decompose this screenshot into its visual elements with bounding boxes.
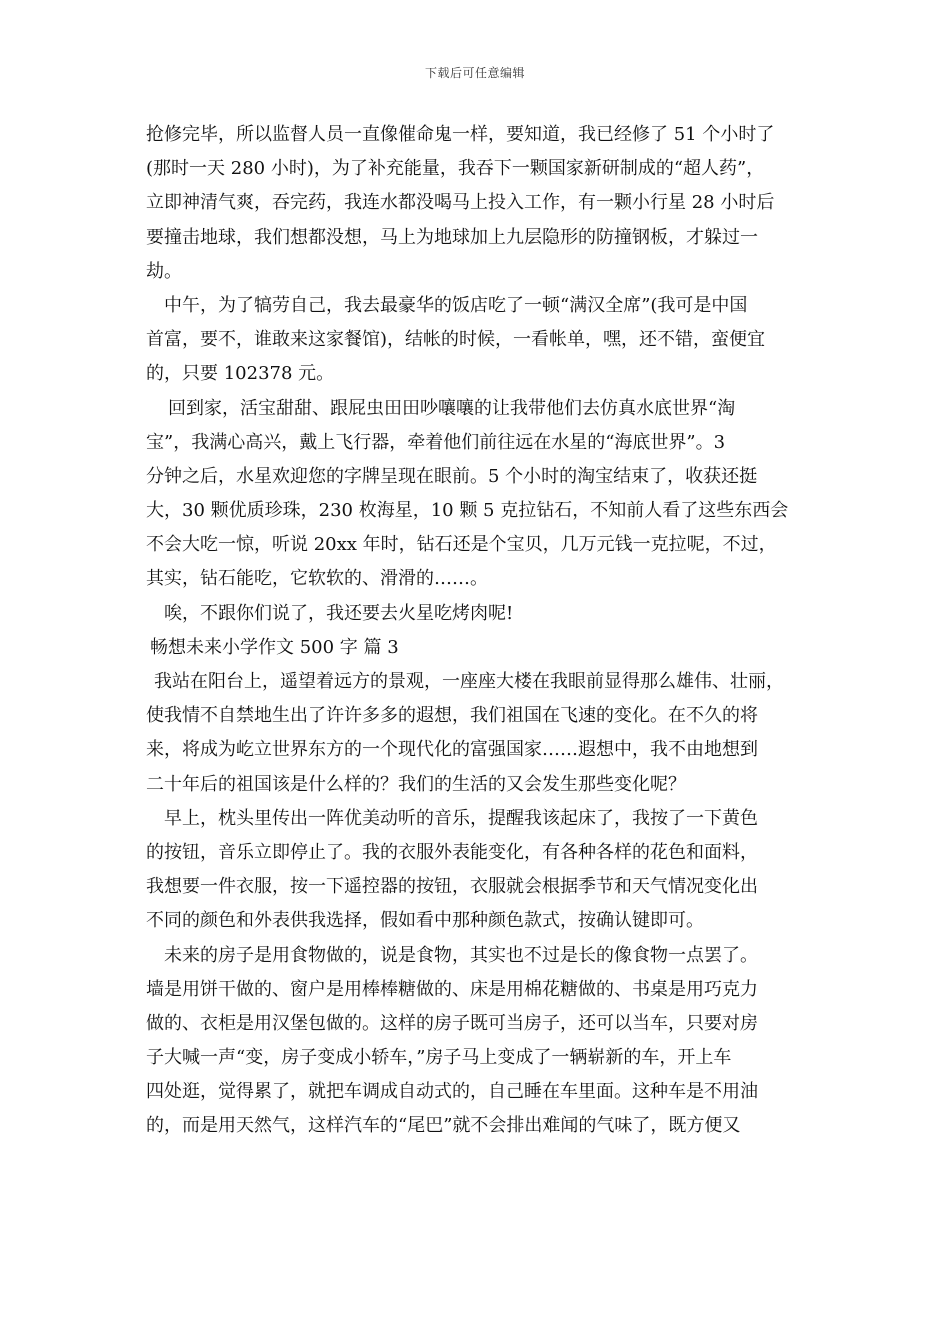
text-line: 其实，钻石能吃，它软软的、滑滑的……。: [146, 568, 488, 590]
text-line: 使我情不自禁地生出了许许多多的遐想，我们祖国在飞速的变化。在不久的将: [146, 705, 758, 727]
text-line: 来，将成为屹立世界东方的一个现代化的富强国家……遐想中，我不由地想到: [146, 739, 758, 761]
text-line: 的，而是用天然气，这样汽车的“尾巴”就不会排出难闻的气味了，既方便又: [146, 1115, 741, 1137]
text-line: 抢修完毕，所以监督人员一直像催命鬼一样，要知道，我已经修了 51 个小时了: [146, 124, 775, 145]
text-line: 做的、衣柜是用汉堡包做的。这样的房子既可当房子，还可以当车，只要对房: [146, 1012, 758, 1034]
text-line: 要撞击地球，我们想都没想，马上为地球加上九层隐形的防撞钢板，才躲过一: [146, 226, 758, 248]
text-line: 不同的颜色和外表供我选择，假如看中那种颜色款式，按确认键即可。: [146, 910, 704, 932]
text-line: 大，30 颗优质珍珠，230 枚海星，10 颗 5 克拉钻石，不知前人看了这些东西会: [146, 500, 789, 522]
text-line: 唉，不跟你们说了，我还要去火星吃烤肉呢!: [164, 602, 514, 624]
text-line: 子大喊一声“变，房子变成小轿车，”房子马上变成了一辆崭新的车，开上车: [146, 1047, 732, 1069]
text-line: 畅想未来小学作文 500 字 篇 3: [150, 636, 399, 658]
text-line: (那时一天 280 小时)，为了补充能量，我吞下一颗国家新研制成的“超人药”，: [146, 158, 765, 180]
page-header: 下载后可任意编辑: [424, 66, 525, 80]
text-line: 未来的房子是用食物做的，说是食物，其实也不过是长的像食物一点罢了。: [164, 944, 758, 966]
text-line: 宝”，我满心高兴，戴上飞行器，牵着他们前往远在水星的“海底世界”。3: [146, 431, 726, 453]
text-line: 立即神清气爽，吞完药，我连水都没喝马上投入工作，有一颗小行星 28 小时后: [146, 192, 775, 214]
text-line: 不会大吃一惊，听说 20xx 年时，钻石还是个宝贝，几万元钱一克拉呢，不过，: [146, 534, 777, 556]
text-line: 早上，枕头里传出一阵优美动听的音乐，提醒我该起床了，我按了一下黄色: [164, 807, 758, 829]
text-line: 中午，为了犒劳自己，我去最豪华的饭店吃了一顿“满汉全席”(我可是中国: [164, 294, 748, 316]
text-line: 二十年后的祖国该是什么样的？我们的生活的又会发生那些变化呢？: [146, 773, 686, 795]
text-line: 首富，要不，谁敢来这家餐馆)，结帐的时候，一看帐单，嘿，还不错，蛮便宜: [146, 329, 766, 351]
text-line: 回到家，活宝甜甜、跟屁虫田田吵嚷嚷的让我带他们去仿真水底世界“淘: [168, 397, 736, 419]
text-line: 的，只要 102378 元。: [146, 363, 335, 385]
text-line: 我想要一件衣服，按一下遥控器的按钮，衣服就会根据季节和天气情况变化出: [146, 876, 758, 898]
text-line: 分钟之后，水星欢迎您的字牌呈现在眼前。5 个小时的淘宝结束了，收获还挺: [146, 465, 758, 487]
document-body: [146, 118, 818, 1144]
text-line: 的按钮，音乐立即停止了。我的衣服外表能变化，有各种各样的花色和面料，: [146, 841, 758, 863]
text-line: 四处逛，觉得累了，就把车调成自动式的，自己睡在车里面。这种车是不用油: [146, 1081, 758, 1103]
text-line: 劫。: [146, 260, 182, 282]
text-line: 我站在阳台上，遥望着远方的景观，一座座大楼在我眼前显得那么雄伟、壮丽，: [154, 671, 784, 692]
text-line: 墙是用饼干做的、窗户是用棒棒糖做的、床是用棉花糖做的、书桌是用巧克力: [146, 978, 758, 1000]
